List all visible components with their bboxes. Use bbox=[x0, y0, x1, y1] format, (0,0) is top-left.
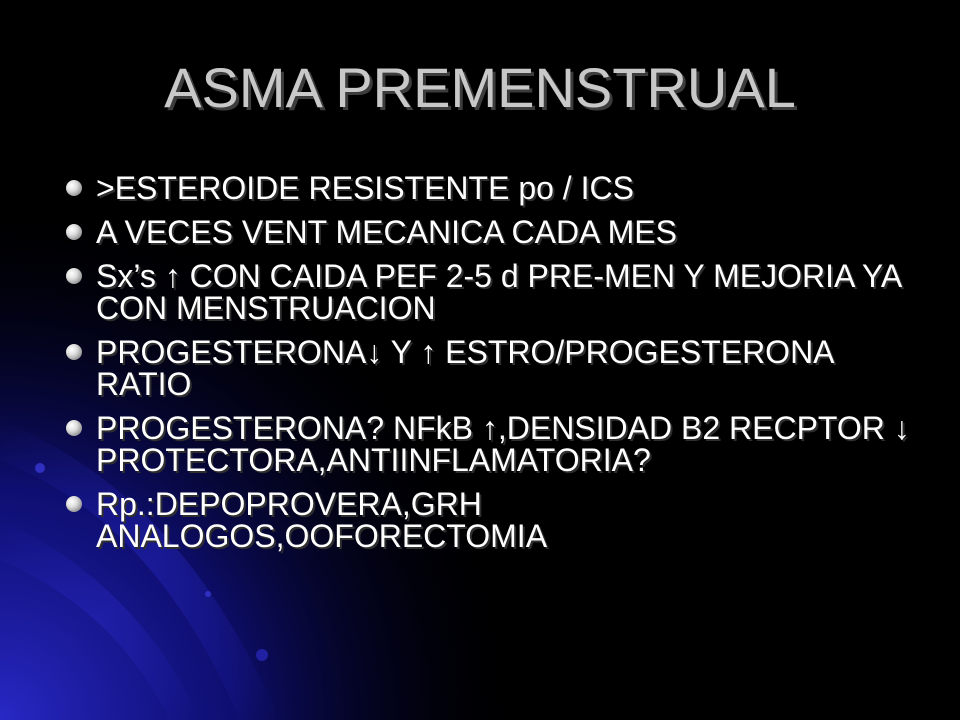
bullet-item bbox=[64, 216, 924, 248]
bullet-list bbox=[64, 172, 924, 564]
glow-dot bbox=[256, 649, 268, 661]
bullet-item bbox=[64, 336, 924, 400]
bullet-text: PROGESTERONA? NFkB ↑,DENSIDAD B2 RECPTOR ↓ PROTECTORA,ANTIINFLAMATORIA? bbox=[96, 410, 910, 478]
bullet-text: >ESTEROIDE RESISTENTE po / ICS bbox=[96, 170, 634, 206]
bullet-item bbox=[64, 412, 924, 476]
bullet-dot-icon bbox=[66, 268, 82, 284]
bullet-text: PROGESTERONA↓ Y ↑ ESTRO/PROGESTERONA RATIO bbox=[96, 334, 833, 402]
glow-dot bbox=[35, 463, 45, 473]
bullet-item bbox=[64, 488, 924, 552]
bullet-dot-icon bbox=[66, 496, 82, 512]
bullet-item bbox=[64, 260, 924, 324]
bullet-dot-icon bbox=[66, 224, 82, 240]
bullet-dot-icon bbox=[66, 344, 82, 360]
glow-dot bbox=[205, 591, 211, 597]
bullet-dot-icon bbox=[66, 180, 82, 196]
bullet-text: Rp.:DEPOPROVERA,GRH ANALOGOS,OOFORECTOMIA bbox=[96, 486, 548, 554]
bullet-text: A VECES VENT MECANICA CADA MES bbox=[96, 214, 677, 250]
bullet-text: Sx’s ↑ CON CAIDA PEF 2-5 d PRE-MEN Y MEJORIA YA CON MENSTRUACION bbox=[96, 258, 901, 326]
slide-title: ASMA PREMENSTRUAL bbox=[164, 56, 796, 119]
bullet-item bbox=[64, 172, 924, 204]
bullet-dot-icon bbox=[66, 420, 82, 436]
